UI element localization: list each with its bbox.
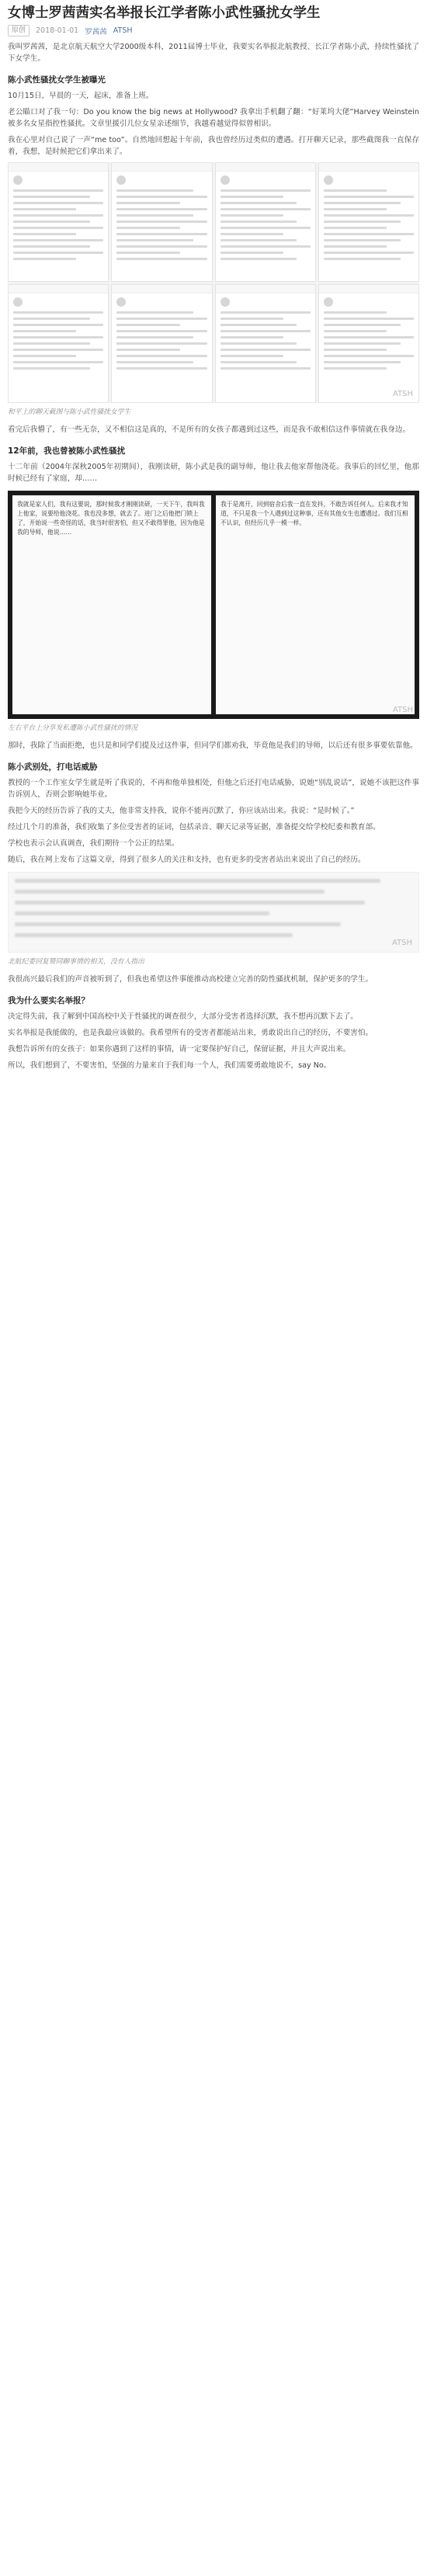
phone-screenshot bbox=[8, 162, 109, 282]
bottom-fade bbox=[0, 2529, 427, 2576]
image-caption: 北航纪委回复赞同聊事情的相关，没有人指出 bbox=[8, 958, 144, 966]
paragraph: 我把今天的经历告诉了我的丈夫，他非常支持我，说你不能再沉默了，你应该站出来。我说：“是时候了。” bbox=[8, 807, 355, 815]
phone-screenshot bbox=[318, 284, 419, 404]
publish-date: 2018-01-01 bbox=[36, 26, 79, 35]
document-screenshot bbox=[8, 491, 419, 719]
phone-screenshot bbox=[8, 284, 109, 404]
section-heading: 陈小武别处，打电话威胁 bbox=[8, 762, 98, 772]
phone-screenshot bbox=[215, 284, 316, 404]
phone-screenshot bbox=[111, 162, 212, 282]
paragraph: 学校也表示会认真调查，我们期待一个公正的结果。 bbox=[8, 839, 179, 848]
paragraph: 实名举报是我能做的，也是我最应该做的。我希望所有的受害者都能站出来，勇敢说出自己的经历，不要害怕。 bbox=[8, 1029, 373, 1037]
paragraph: 所以，我们想到了，不要害怕，坚强的力量来自于我们每一个人，我们需要勇敢地说不，say No。 bbox=[8, 1061, 332, 1070]
paragraph: 随后，我在网上发布了这篇文章，得到了很多人的关注和支持，也有更多的受害者站出来说出了自己的经历。 bbox=[8, 856, 366, 864]
paragraph: 十二年前（2004年深秋2005年初期间），我刚读研，陈小武是我的副导师，他让我去他家帮他浇花。我事后的回忆里，他那时候已经有了家庭，却…… bbox=[8, 463, 419, 483]
author-link[interactable]: 罗茜茜 bbox=[85, 27, 107, 36]
document-page-left: 我就是家人们，我有这要说，那时候我才刚刚读研，一天下午，我叫我上他家，说要给他浇花。我也没多想，就去了。进门之后他把门锁上了，开始说一些奇怪的话，我当时很害怕，但又不敢得罪他，因为他是我的导师，他说…… bbox=[12, 495, 211, 714]
paragraph: 我很高兴最后我们的声音被听到了，但我也希望这件事能推动高校建立完善的防性骚扰机制，保护更多的学生。 bbox=[8, 975, 373, 984]
paragraph: 看完后我懵了，有一些无奈，又不相信这是真的，不是所有的女孩子都遇到过这些，而是我不敢相信这件事情就在我身边。 bbox=[8, 425, 411, 434]
document-page-right: 我于是离开，回到宿舍后我一直在发抖，不敢告诉任何人。后来我才知道，不只是我一个人遇到过这种事，还有其他女生也遭遇过。我们互相不认识，但经历几乎一模一样。 bbox=[216, 495, 415, 714]
article-body bbox=[0, 41, 427, 1071]
paragraph: 10月15日，早晨的一天，起床，准备上班。 bbox=[8, 92, 154, 100]
article-title: 女博士罗茜茜实名举报长江学者陈小武性骚扰女学生 bbox=[8, 5, 321, 21]
section-heading: 我为什么要实名举报？ bbox=[8, 996, 89, 1005]
chat-screenshot-grid bbox=[8, 162, 419, 403]
paragraph: 教授的一个工作室女学生就是听了我说的，不再和他单独相处，但他之后还打电话威胁，说她“别乱说话”，说她不该把这件事告诉别人，否则会影响她毕业。 bbox=[8, 779, 419, 799]
paragraph: 我在心里对自己说了一声“me too”。自然地回想起十年前，我也曾经历过类似的遭遇。打开聊天记录，那些截图我一直保存着，我想，是时候把它们拿出来了。 bbox=[8, 136, 419, 156]
article-meta bbox=[0, 22, 427, 41]
section-heading: 陈小武性骚扰女学生被曝光 bbox=[8, 75, 106, 85]
paragraph: 我叫罗茜茜，是北京航天航空大学2000级本科，2011届博士毕业，我要实名举报北航教授、长江学者陈小武，持续性骚扰了下女学生。 bbox=[8, 43, 419, 63]
watermark: ATSH bbox=[392, 390, 413, 398]
paragraph: 决定得失前，我了解到中国高校中关于性骚扰的调查很少，大部分受害者选择沉默，我不想再沉默下去了。 bbox=[8, 1012, 358, 1021]
phone-screenshot bbox=[318, 162, 419, 282]
watermark: ATSH bbox=[391, 939, 412, 947]
image-caption: 左右平台上分享发私遭陈小武性骚扰的情况 bbox=[8, 724, 138, 732]
watermark: ATSH bbox=[392, 706, 413, 714]
image-caption: 和平上的聊天截图与陈小武性骚扰女学生 bbox=[8, 408, 131, 416]
paragraph: 老公瞄口对了我一句：Do you know the big news at Hollywood? 我拿出手机翻了翻：“好莱坞大佬”Harvey Weinstein被多名女星指控性骚扰。文章里援引几位女星亲述细节，我越看越觉得似曾相识。 bbox=[8, 108, 419, 128]
blurred-screenshot bbox=[8, 872, 419, 953]
phone-screenshot bbox=[111, 284, 212, 404]
original-tag: 原创 bbox=[8, 25, 30, 36]
paragraph: 经过几个月的准备，我们收集了多位受害者的证词，包括录音、聊天记录等证据，准备提交给学校纪委和教育部。 bbox=[8, 823, 380, 831]
source-link[interactable]: ATSH bbox=[113, 26, 133, 35]
paragraph: 那时，我除了当面拒绝，也只是和同学们提及过这件事，但同学们都劝我，毕竟他是我们的导师，以后还有很多事要依靠他。 bbox=[8, 741, 418, 750]
paragraph: 我想告诉所有的女孩子：如果你遇到了这样的事情，请一定要保护好自己，保留证据，并且大声说出来。 bbox=[8, 1045, 351, 1054]
section-heading: 12年前，我也曾被陈小武性骚扰 bbox=[8, 446, 126, 456]
phone-screenshot bbox=[215, 162, 316, 282]
